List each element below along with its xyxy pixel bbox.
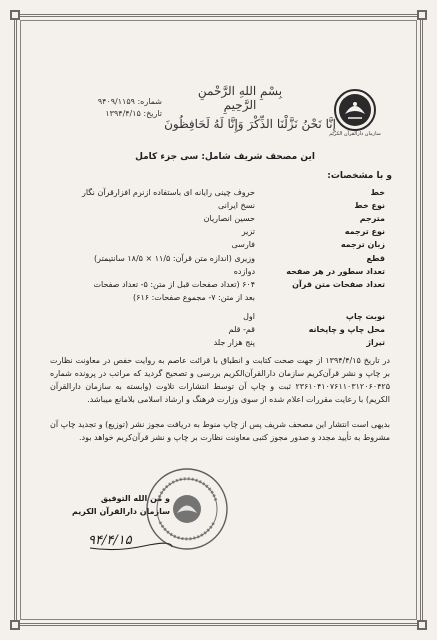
spec-label: تیراژ (366, 338, 385, 347)
spec-label: قطع (366, 254, 385, 263)
spec-row (45, 292, 385, 304)
spec-label: تعداد صفحات متن قرآن (292, 280, 385, 289)
spec-label: نوع ترجمه (344, 227, 385, 236)
logo-caption: سازمان دارالقرآن الکریم (329, 131, 381, 137)
spec-label: تعداد سطور در هر صفحه (286, 267, 385, 276)
conditions-paragraph: بدیهی است انتشار این مصحف شریف پس از چاپ منوط به دریافت مجوز نشر (توزیع) و تجدید چاپ آن مشروط به تأیید مجدد و صدور مجوز کتبی معاونت نظارت بر چاپ و نشر قرآن‌کریم خواهد بود. (50, 420, 390, 442)
spec-label: نوبت چاپ (345, 312, 385, 321)
spec-label: زبان ترجمه (340, 240, 385, 249)
spec-row (45, 213, 385, 225)
spec-row (45, 200, 385, 212)
corner-ornament (10, 620, 20, 630)
spec-row (45, 253, 385, 265)
spec-value: وزیری (اندازه متن قرآن: ۱۱/۵ × ۱۸/۵ سانتیمتر) (94, 254, 255, 263)
spec-label: نوع خط (354, 201, 385, 210)
reference-date: تاریخ: ۱۳۹۴/۴/۱۵ (105, 109, 162, 118)
closing-phrase: و من الله التوفیق (100, 494, 170, 503)
spec-row (45, 279, 385, 291)
spec-row (45, 239, 385, 251)
official-seal-icon (144, 466, 230, 552)
spec-row (45, 266, 385, 278)
reference-number: شماره: ۹۴۰۹/۱۱۵۹ (97, 97, 162, 106)
spec-value: حروف چینی رایانه ای باستفاده ازنرم افزارقرآن نگار (81, 188, 255, 197)
spec-label: خط (370, 188, 385, 197)
spec-value: اول (243, 312, 255, 321)
spec-row (45, 311, 385, 323)
closing-organization: سازمان دارالقرآن الکریم (72, 507, 170, 516)
corner-ornament (10, 10, 20, 20)
spec-value: ۶۰۴ (تعداد صفحات قبل از متن: ۵- تعداد صفحات (93, 280, 255, 289)
document-title: این مصحف شریف شامل: سی جزء کامل (135, 152, 315, 162)
spec-row (45, 226, 385, 238)
bismillah-heading: بِسْمِ اللهِ الرَّحْمنِ الرَّحِيمِ (197, 84, 283, 112)
quran-verse: إِنَّا نَحْنُ نَزَّلْنَا الذِّكْرَ وَإِنَّا لَهُ لَحَافِظُونَ (164, 117, 336, 131)
approval-paragraph: در تاریخ ۱۳۹۴/۴/۱۵ از جهت صحت کتابت و انطباق با قرائت عاصم به روایت حفص در معاونت نظارت بر چاپ و نشر قرآن‌کریم سازمان دارالقرآن‌الکریم بررسی و تصحیح گردید که مراتب در پرونده شماره ۲۳۶۱۰۴۱۰۷۶۱۱۰۳۱۲۰۶۰۴۲۵ ثبت و چاپ آن توسط انتشارات تلاوت (وابسته به سازمان دارالقرآن الکریم) با رعایت مقررات اعلام شده از سوی وزارت فرهنگ و ارشاد اسلامی بلامانع میباشد. (50, 356, 390, 404)
spec-value: بعد از متن: ۷- مجموع صفحات: ۶۱۶) (133, 293, 255, 302)
spec-value: قم- قلم (228, 325, 255, 334)
signature-date: ۹۴/۴/۱۵ (88, 533, 132, 548)
spec-row (45, 337, 385, 349)
corner-ornament (417, 10, 427, 20)
corner-ornament (417, 620, 427, 630)
spec-value: نسخ ایرانی (217, 201, 255, 210)
spec-row (45, 324, 385, 336)
spec-value: حسین انصاریان (203, 214, 255, 223)
reference-block (74, 96, 162, 120)
spec-row (45, 187, 385, 199)
spec-value: دوازده (233, 267, 255, 276)
spec-label: مترجم (359, 214, 385, 223)
specs-heading: و با مشخصات: (327, 171, 392, 181)
spec-label: محل چاپ و چاپخانه (308, 325, 385, 334)
spec-value: تزیر (241, 227, 255, 236)
spec-value: پنج هزار جلد (213, 338, 255, 347)
spec-value: فارسی (231, 240, 255, 249)
organization-logo-icon (333, 88, 377, 132)
